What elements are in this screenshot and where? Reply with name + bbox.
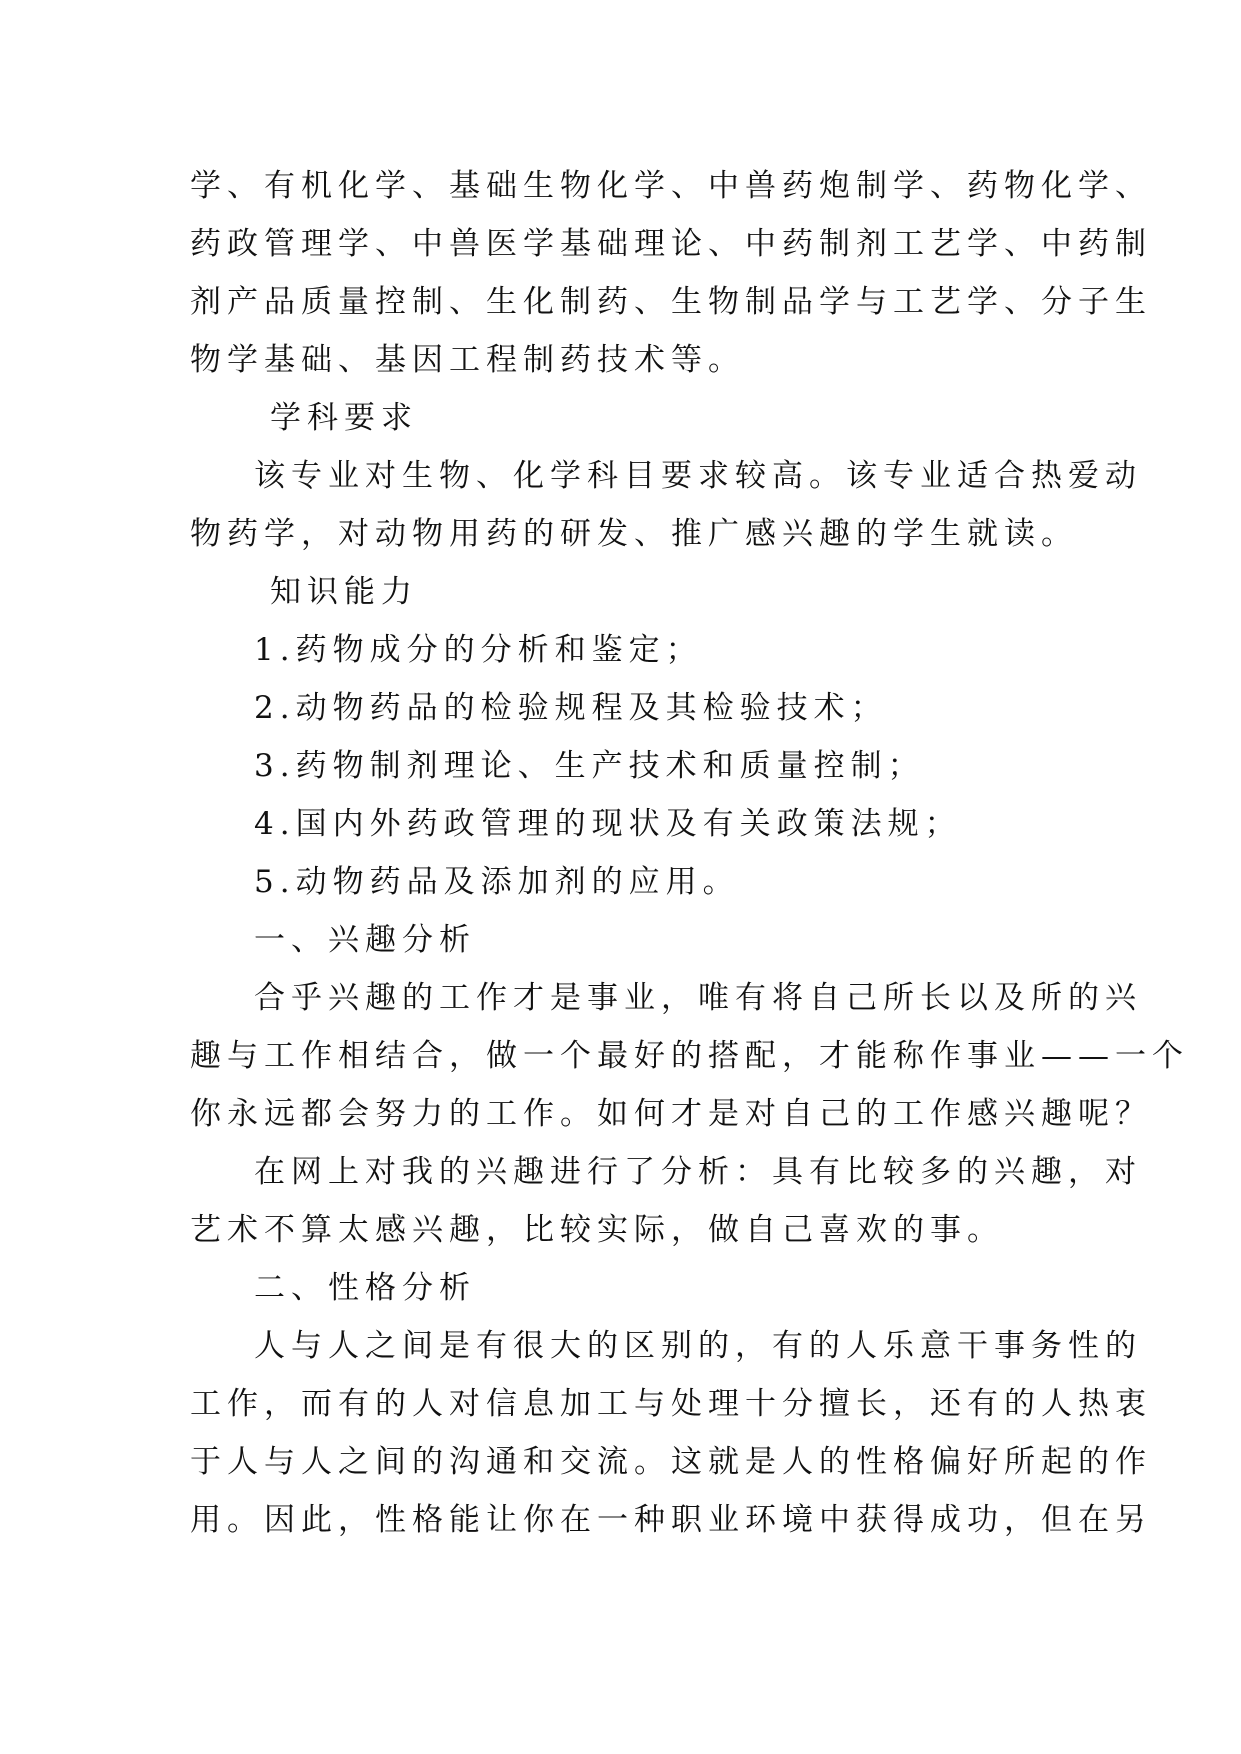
section-heading-subject-requirements: 学科要求 bbox=[270, 400, 418, 436]
list-item: 4.国内外药政管理的现状及有关政策法规； bbox=[254, 806, 962, 842]
paragraph-line: 药政管理学、中兽医学基础理论、中药制剂工艺学、中药制 bbox=[190, 226, 1152, 262]
paragraph-line: 剂产品质量控制、生化制药、生物制品学与工艺学、分子生 bbox=[190, 284, 1152, 320]
paragraph-line: 工作，而有的人对信息加工与处理十分擅长，还有的人热衷 bbox=[190, 1386, 1152, 1422]
section-heading-personality-analysis: 二、性格分析 bbox=[254, 1270, 476, 1306]
paragraph-line: 物药学，对动物用药的研发、推广感兴趣的学生就读。 bbox=[190, 516, 1078, 552]
section-heading-knowledge-abilities: 知识能力 bbox=[270, 574, 418, 610]
list-item: 1.药物成分的分析和鉴定； bbox=[254, 632, 703, 668]
paragraph-line: 物学基础、基因工程制药技术等。 bbox=[190, 342, 745, 378]
list-item: 5.动物药品及添加剂的应用。 bbox=[254, 864, 740, 900]
list-item: 3.药物制剂理论、生产技术和质量控制； bbox=[254, 748, 925, 784]
paragraph-line: 于人与人之间的沟通和交流。这就是人的性格偏好所起的作 bbox=[190, 1444, 1152, 1480]
paragraph-line: 学、有机化学、基础生物化学、中兽药炮制学、药物化学、 bbox=[190, 168, 1152, 204]
paragraph-line: 在网上对我的兴趣进行了分析：具有比较多的兴趣，对 bbox=[254, 1154, 1142, 1190]
document-body bbox=[190, 157, 1189, 1549]
paragraph-line: 该专业对生物、化学科目要求较高。该专业适合热爱动 bbox=[254, 458, 1142, 494]
paragraph-line: 你永远都会努力的工作。如何才是对自己的工作感兴趣呢？ bbox=[190, 1096, 1152, 1132]
list-item: 2.动物药品的检验规程及其检验技术； bbox=[254, 690, 888, 726]
section-heading-interest-analysis: 一、兴趣分析 bbox=[254, 922, 476, 958]
paragraph-line: 艺术不算太感兴趣，比较实际，做自己喜欢的事。 bbox=[190, 1212, 1004, 1248]
paragraph-line: 人与人之间是有很大的区别的，有的人乐意干事务性的 bbox=[254, 1328, 1142, 1364]
paragraph-line: 趣与工作相结合，做一个最好的搭配，才能称作事业——一个 bbox=[190, 1038, 1189, 1074]
paragraph-line: 用。因此，性格能让你在一种职业环境中获得成功，但在另 bbox=[190, 1502, 1152, 1538]
paragraph-line: 合乎兴趣的工作才是事业，唯有将自己所长以及所的兴 bbox=[254, 980, 1142, 1016]
